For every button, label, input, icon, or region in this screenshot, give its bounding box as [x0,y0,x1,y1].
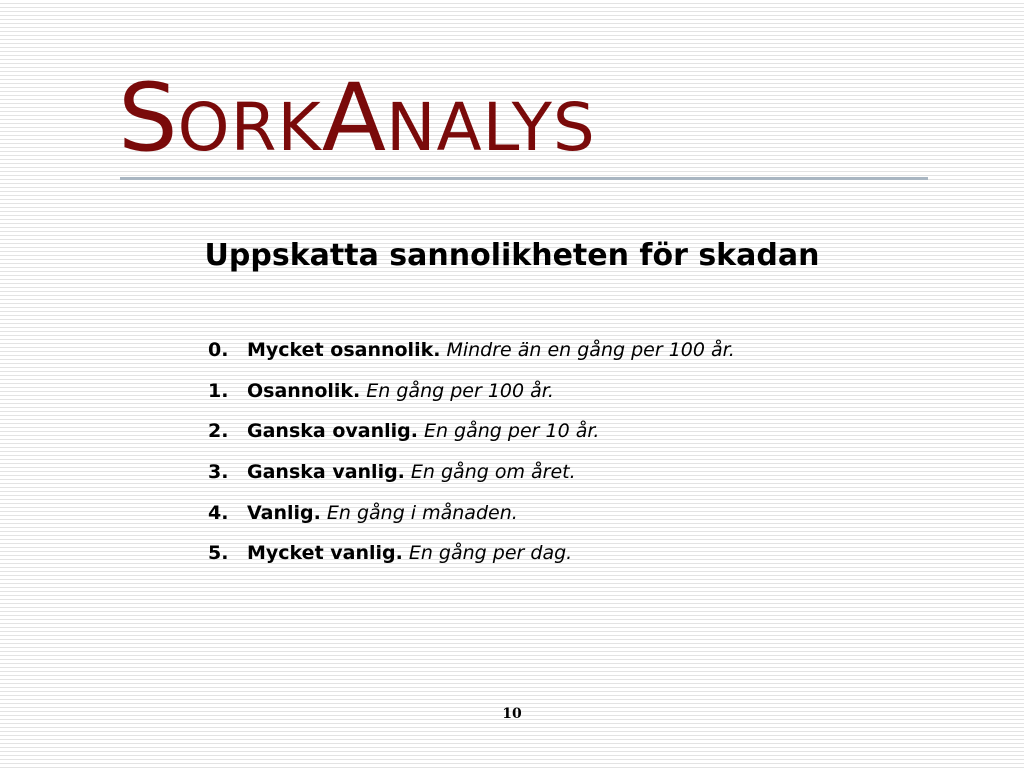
scale-item-4 [208,492,735,533]
title-initial-s: S [118,64,178,173]
scale-number: 5. [208,542,229,565]
scale-description: En gång per 10 år. [423,420,600,443]
probability-scale-list [208,330,735,574]
scale-label: Vanlig. [247,501,321,524]
scale-item-2 [208,411,735,452]
title-part-ork: ORK [177,89,322,166]
slide-title [118,64,596,173]
scale-label: Ganska vanlig. [247,461,405,484]
scale-number: 0. [208,339,229,362]
scale-label: Osannolik. [247,379,361,402]
scale-number: 3. [208,461,229,484]
scale-label: Ganska ovanlig. [247,420,418,443]
scale-description: En gång per dag. [408,542,573,565]
slide-subtitle: Uppskatta sannolikheten för skadan [204,238,820,273]
scale-description: En gång i månaden. [326,501,518,524]
scale-description: En gång om året. [410,461,576,484]
scale-item-1 [208,371,735,412]
title-part-nalys: NALYS [386,89,596,166]
scale-label: Mycket osannolik. [247,339,441,362]
scale-item-0 [208,330,735,371]
scale-number: 4. [208,501,229,524]
scale-number: 2. [208,420,229,443]
title-divider [120,177,928,180]
title-initial-a: A [321,64,387,173]
scale-item-3 [208,452,735,493]
scale-description: En gång per 100 år. [366,379,554,402]
scale-item-5 [208,533,735,574]
page-number: 10 [502,706,522,722]
scale-number: 1. [208,379,229,402]
scale-description: Mindre än en gång per 100 år. [446,339,735,362]
scale-label: Mycket vanlig. [247,542,403,565]
